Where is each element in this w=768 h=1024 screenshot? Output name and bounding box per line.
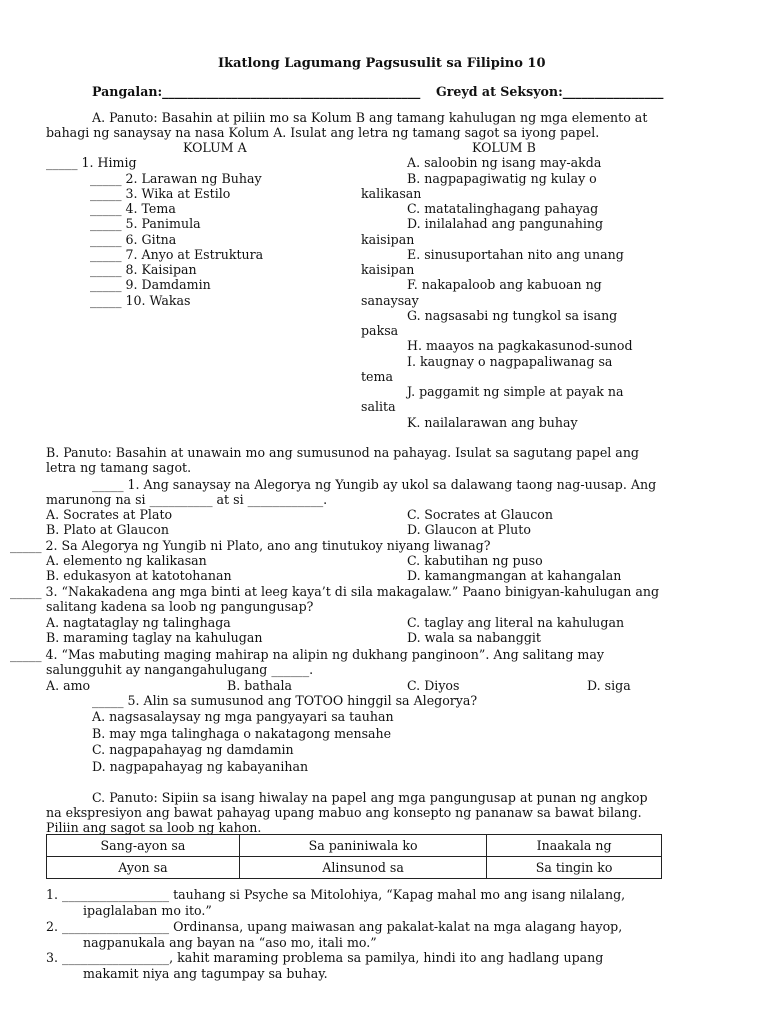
part-c-instruction-line-1: C. Panuto: Sipiin sa isang hiwalay na papel ang mga pangungusap at punan ng angkop <box>92 790 648 805</box>
column-b-item: H. maayos na pagkakasunod-sunod <box>407 338 633 353</box>
column-b-item: C. matatalinghagang pahayag <box>407 201 599 216</box>
expression-choices-box <box>46 834 662 879</box>
table-row <box>47 835 662 857</box>
column-a-item: _____ 2. Larawan ng Buhay <box>90 171 262 186</box>
column-b-item-continued: paksa <box>361 323 399 338</box>
fill-in-item-3-line-1: 3. _________________, kahit maraming problema sa pamilya, hindi ito ang hadlang upang <box>46 950 604 965</box>
question-3-line-1: _____ 3. “Nakakadena ang mga binti at leeg kaya’t di sila makagalaw.” Paano binigyan-kahulugan ang <box>10 584 660 599</box>
question-1-choice-b: B. Plato at Glaucon <box>46 522 169 537</box>
question-4-line-1: _____ 4. “Mas mabuting maging mahirap na alipin ng dukhang panginoon”. Ang salitang may <box>10 647 604 662</box>
part-b-instruction-line-2: letra ng tamang sagot. <box>46 460 192 475</box>
table-cell: Sa tingin ko <box>487 857 662 879</box>
column-a-item: _____ 9. Damdamin <box>90 277 211 292</box>
table-cell: Sang-ayon sa <box>47 835 240 857</box>
question-4-line-2: salungguhit ay nangangahulugang ______. <box>46 662 314 677</box>
column-b-item: J. paggamit ng simple at payak na <box>407 384 624 399</box>
table-cell: Alinsunod sa <box>239 857 486 879</box>
fill-in-item-3-line-2: makamit niya ang tagumpay sa buhay. <box>83 966 328 981</box>
question-3-choice-b: B. maraming taglay na kahulugan <box>46 630 263 645</box>
table-cell: Inaakala ng <box>487 835 662 857</box>
question-2-choice-c: C. kabutihan ng puso <box>407 553 543 568</box>
question-1-line-1: _____ 1. Ang sanaysay na Alegorya ng Yungib ay ukol sa dalawang taong nag-uusap. Ang <box>92 477 657 492</box>
question-4-choice-b: B. bathala <box>227 678 293 693</box>
question-1-choice-d: D. Glaucon at Pluto <box>407 522 531 537</box>
grade-section-field-label[interactable]: Greyd at Seksyon:________________ <box>436 84 664 99</box>
question-3-choice-a: A. nagtataglay ng talinghaga <box>46 615 231 630</box>
table-cell: Ayon sa <box>47 857 240 879</box>
part-b-instruction-line-1: B. Panuto: Basahin at unawain mo ang sumusunod na pahayag. Isulat sa sagutang papel ang <box>46 445 639 460</box>
question-2-choice-a: A. elemento ng kalikasan <box>46 553 207 568</box>
table-row <box>47 857 662 879</box>
column-a-header: KOLUM A <box>183 140 247 155</box>
question-1-choice-c: C. Socrates at Glaucon <box>407 507 553 522</box>
column-b-item-continued: sanaysay <box>361 293 419 308</box>
part-c-instruction-line-3: Piliin ang sagot sa loob ng kahon. <box>46 820 262 835</box>
column-b-header: KOLUM B <box>472 140 536 155</box>
column-b-item-continued: salita <box>361 399 396 414</box>
column-a-item: _____ 4. Tema <box>90 201 176 216</box>
question-5-choice-b: B. may mga talinghaga o nakatagong mensahe <box>92 726 392 741</box>
name-field-label[interactable]: Pangalan:_________________________________________ <box>92 84 421 99</box>
column-b-item: G. nagsasabi ng tungkol sa isang <box>407 308 618 323</box>
fill-in-item-2-line-1: 2. _________________ Ordinansa, upang maiwasan ang pakalat-kalat na mga alagang hayop, <box>46 919 623 934</box>
fill-in-item-2-line-2: nagpanukala ang bayan na “aso mo, itali mo.” <box>83 935 377 950</box>
question-5: _____ 5. Alin sa sumusunod ang TOTOO hinggil sa Alegorya? <box>92 693 478 708</box>
question-2-choice-b: B. edukasyon at katotohanan <box>46 568 232 583</box>
column-b-item-continued: tema <box>361 369 393 384</box>
column-a-item: _____ 5. Panimula <box>90 216 201 231</box>
fill-in-item-1-line-2: ipaglalaban mo ito.” <box>83 903 212 918</box>
question-5-choice-a: A. nagsasalaysay ng mga pangyayari sa tauhan <box>92 709 394 724</box>
column-b-item: K. nailalarawan ang buhay <box>407 415 578 430</box>
question-2-choice-d: D. kamangmangan at kahangalan <box>407 568 622 583</box>
column-a-item: _____ 1. Himig <box>46 155 137 170</box>
column-b-item-continued: kaisipan <box>361 232 415 247</box>
part-a-instruction-line-2: bahagi ng sanaysay na nasa Kolum A. Isulat ang letra ng tamang sagot sa iyong papel. <box>46 125 600 140</box>
question-3-line-2: salitang kadena sa loob ng pangungusap? <box>46 599 314 614</box>
question-2: _____ 2. Sa Alegorya ng Yungib ni Plato, ano ang tinutukoy niyang liwanag? <box>10 538 491 553</box>
question-1-line-2: marunong na si __________ at si ____________. <box>46 492 328 507</box>
question-4-choice-d: D. siga <box>587 678 631 693</box>
table-cell: Sa paniniwala ko <box>239 835 486 857</box>
column-a-item: _____ 10. Wakas <box>90 293 191 308</box>
column-a-item: _____ 3. Wika at Estilo <box>90 186 231 201</box>
column-b-item-continued: kalikasan <box>361 186 422 201</box>
column-b-item: A. saloobin ng isang may-akda <box>407 155 602 170</box>
question-4-choice-a: A. amo <box>46 678 91 693</box>
column-b-item: E. sinusuportahan nito ang unang <box>407 247 624 262</box>
column-b-item: I. kaugnay o nagpapaliwanag sa <box>407 354 613 369</box>
question-5-choice-d: D. nagpapahayag ng kabayanihan <box>92 759 309 774</box>
question-3-choice-d: D. wala sa nabanggit <box>407 630 541 645</box>
fill-in-item-1-line-1: 1. _________________ tauhang si Psyche sa Mitolohiya, “Kapag mahal mo ang isang nilalang, <box>46 887 626 902</box>
column-b-item-continued: kaisipan <box>361 262 415 277</box>
column-a-item: _____ 8. Kaisipan <box>90 262 197 277</box>
question-3-choice-c: C. taglay ang literal na kahulugan <box>407 615 625 630</box>
question-4-choice-c: C. Diyos <box>407 678 460 693</box>
column-b-item: F. nakapaloob ang kabuoan ng <box>407 277 602 292</box>
part-a-instruction-line-1: A. Panuto: Basahin at piliin mo sa Kolum B ang tamang kahulugan ng mga elemento at <box>92 110 648 125</box>
part-c-instruction-line-2: na ekspresiyon ang bawat pahayag upang mabuo ang konsepto ng pananaw sa bawat bilang. <box>46 805 642 820</box>
question-5-choice-c: C. nagpapahayag ng damdamin <box>92 742 294 757</box>
column-b-item: D. inilalahad ang pangunahing <box>407 216 604 231</box>
column-a-item: _____ 7. Anyo at Estruktura <box>90 247 264 262</box>
column-b-item: B. nagpapagiwatig ng kulay o <box>407 171 597 186</box>
column-a-item: _____ 6. Gitna <box>90 232 177 247</box>
question-1-choice-a: A. Socrates at Plato <box>46 507 173 522</box>
page-title: Ikatlong Lagumang Pagsusulit sa Filipino 10 <box>218 56 546 71</box>
